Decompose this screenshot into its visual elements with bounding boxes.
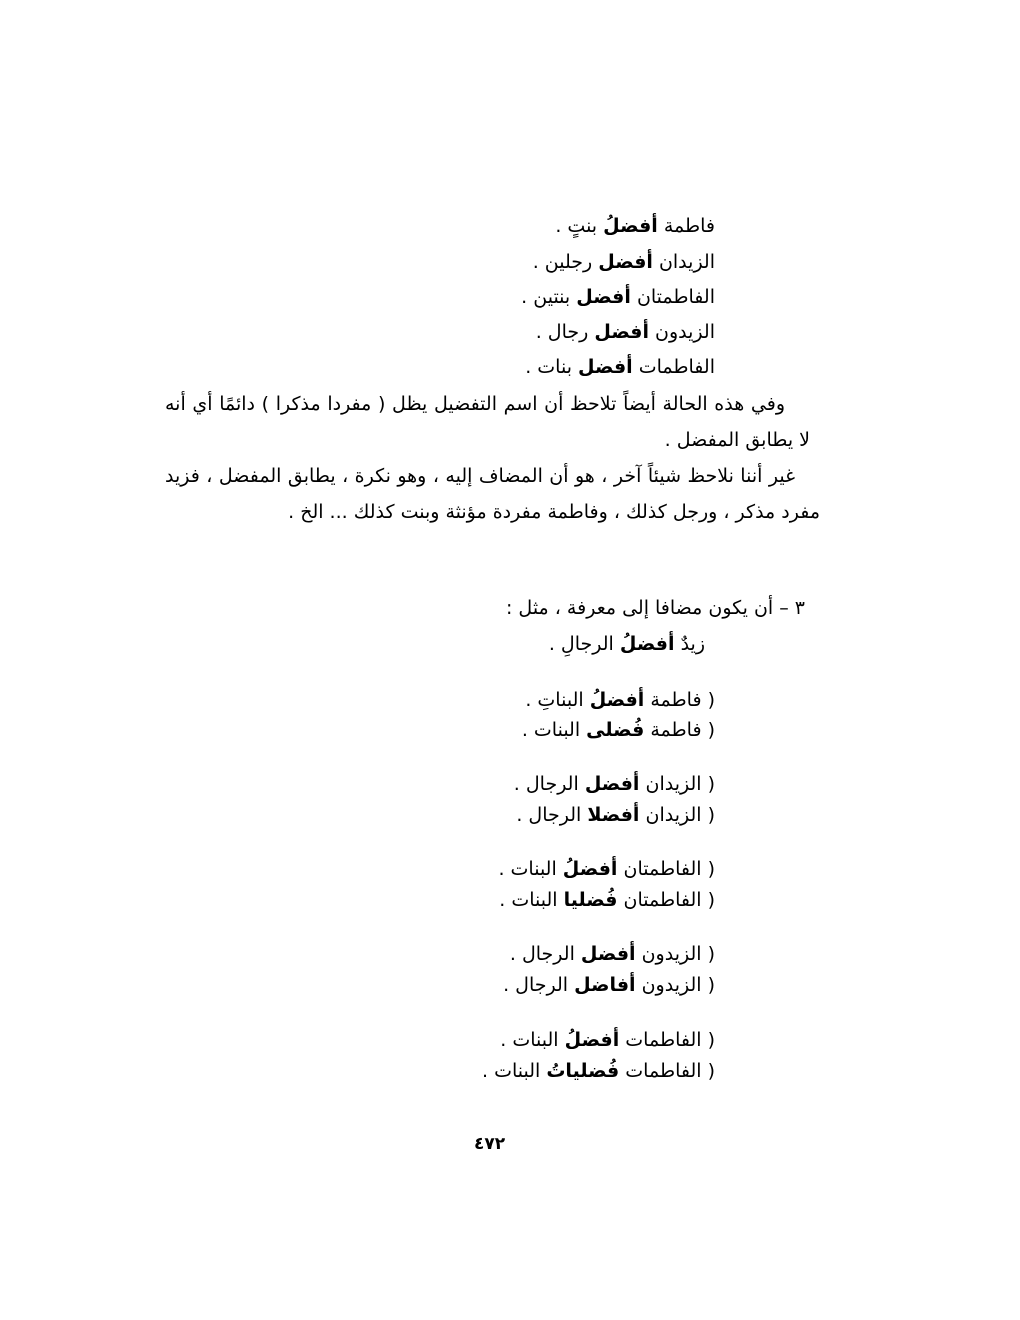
example-line: الزيدان أفضل رجلين .: [532, 251, 715, 273]
example-line: زيدٌ أفضلُ الرجالِ .: [548, 633, 705, 655]
example-line: ( الزيدان أفضلا الرجال .: [516, 804, 715, 826]
example-line: ( الزيدون أفاضل الرجال .: [503, 974, 715, 996]
example-line: ( الزيدون أفضل الرجال .: [509, 943, 715, 965]
rule-heading: ٣ – أن يكون مضافا إلى معرفة ، مثل :: [505, 597, 805, 619]
example-line: الفاطمتان أفضل بنتين .: [521, 286, 715, 308]
example-line: ( فاطمة فُضلى البنات .: [521, 719, 715, 741]
paragraph: غير أننا نلاحظ شيئاً آخر ، هو أن المضاف إليه ، وهو نكرة ، يطابق المفضل ، فزيد مفرد مذكر ، ورجل كذلك ، وفاطمة مفردة مؤنثة وبنت كذلك ... الخ .: [165, 465, 820, 523]
example-line: الزيدون أفضل رجال .: [535, 321, 715, 343]
example-line: ( الفاطمات فُضلياتُ البنات .: [482, 1060, 715, 1082]
example-line: الفاطمات أفضل بنات .: [525, 356, 715, 378]
example-line: ( الفاطمات أفضلُ البنات .: [500, 1029, 715, 1051]
example-line: ( الزيدان أفضل الرجال .: [513, 773, 715, 795]
paragraph: وفي هذه الحالة أيضاً تلاحظ أن اسم التفضيل يظل ( مفردا مذكرا ) دائمًا أي أنه لا يطابق المفضل .: [165, 393, 810, 451]
example-line: ( الفاطمتان أفضلُ البنات .: [498, 858, 715, 880]
example-line: فاطمة أفضلُ بنتٍ .: [555, 215, 715, 237]
example-line: ( فاطمة أفضلُ البناتِ .: [525, 689, 715, 711]
page-number: ٤٧٢: [474, 1134, 506, 1154]
example-line: ( الفاطمتان فُضليا البنات .: [499, 889, 715, 911]
